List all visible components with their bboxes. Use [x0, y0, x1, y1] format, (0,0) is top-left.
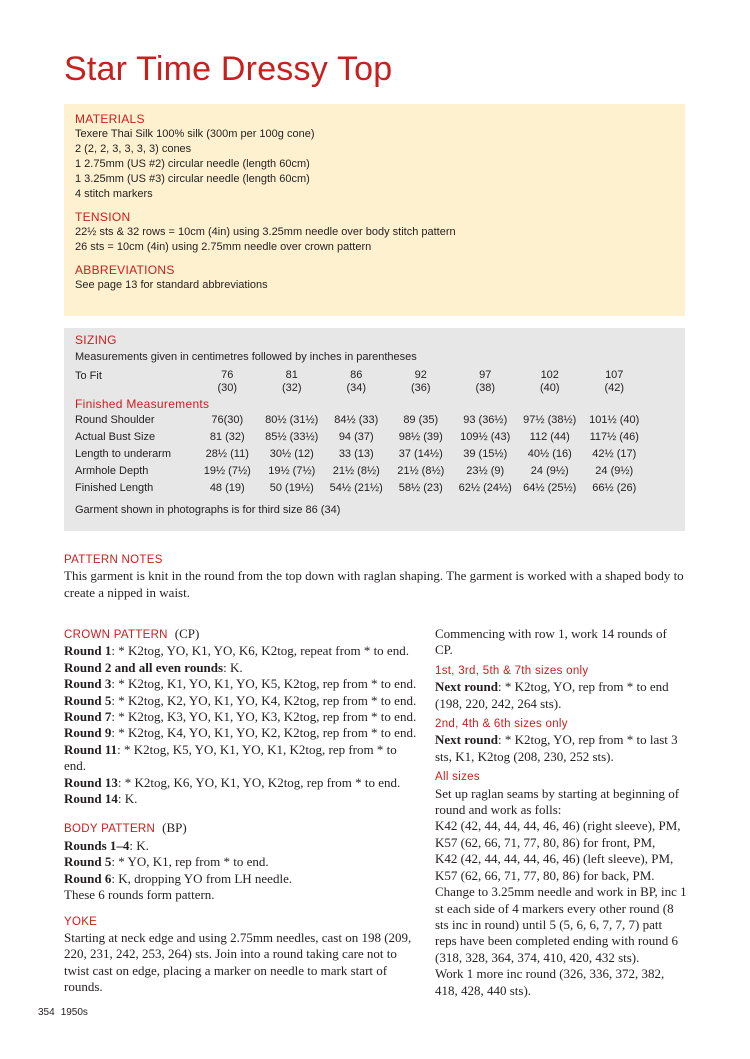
sizing-heading: SIZING: [75, 333, 117, 347]
fit-in: (34): [346, 382, 367, 394]
round-label: Round 13: [64, 774, 118, 790]
round-label: Round 5: [64, 692, 112, 708]
cell: 66½ (26): [592, 482, 637, 494]
measurement-row: [75, 413, 647, 430]
round-label: Round 7: [64, 709, 112, 725]
fit-cm: 107: [605, 369, 624, 381]
cell: 39 (15½): [463, 448, 508, 460]
cell: 117½ (46): [589, 431, 639, 443]
row-label: Armhole Depth: [75, 465, 149, 477]
crown-heading: CROWN PATTERN: [64, 629, 168, 641]
raglan-line: K57 (62, 66, 71, 77, 80, 86) for back, PM.: [435, 867, 655, 883]
fit-cm: 81: [285, 369, 298, 381]
measurement-row: [75, 464, 647, 481]
commencing-text: Commencing with row 1, work 14 rounds of CP.: [435, 626, 667, 658]
cell: 48 (19): [209, 482, 245, 494]
page-title: Star Time Dressy Top: [64, 50, 393, 88]
raglan-line: K42 (42, 44, 44, 44, 46, 46) (right sleeve), PM,: [435, 818, 681, 834]
round-label: Round 11: [64, 741, 118, 757]
pattern-notes-text: This garment is knit in the round from the top down with raglan shaping. The garment is worked with a shaped body to create a nipped in waist.: [64, 568, 684, 600]
cell: 21½ (8½): [332, 465, 380, 477]
cell: 19½ (7½): [268, 465, 316, 477]
cell: 101½ (40): [589, 414, 640, 426]
body-round: [64, 854, 419, 870]
materials-line: 1 2.75mm (US #2) circular needle (length 60cm): [75, 158, 310, 170]
cell: 19½ (7½): [203, 465, 251, 477]
cell: 81 (32): [209, 431, 245, 443]
cell: 98½ (39): [398, 431, 443, 443]
cell: 94 (37): [338, 431, 374, 443]
crown-round: [64, 693, 419, 709]
cell: 28½ (11): [205, 448, 249, 460]
measurement-row: [75, 481, 647, 498]
sizes-odd-heading: 1st, 3rd, 5th & 7th sizes only: [435, 664, 589, 677]
round-label: Round 6: [64, 870, 112, 886]
next-round-text: : * K2tog, YO, rep from * to end (198, 220, 242, 264 sts).: [435, 679, 669, 711]
row-label: Round Shoulder: [75, 414, 155, 426]
tension-line: 26 sts = 10cm (4in) using 2.75mm needle over crown pattern: [75, 241, 372, 253]
cell: 33 (13): [338, 448, 374, 460]
round-label: Round 3: [64, 676, 112, 692]
measurement-row: [75, 430, 647, 447]
row-label: Actual Bust Size: [75, 431, 156, 443]
cell: 93 (36½): [463, 414, 508, 426]
abbreviations-text: See page 13 for standard abbreviations: [75, 279, 268, 291]
all-sizes-final-text: Work 1 more inc round (326, 336, 372, 382, 418, 428, 440 sts).: [435, 966, 665, 998]
sizing-note: Garment shown in photographs is for third size 86 (34): [75, 504, 341, 516]
left-column: [64, 626, 419, 996]
materials-line: 2 (2, 2, 3, 3, 3, 3) cones: [75, 143, 192, 155]
crown-round: [64, 676, 419, 692]
fit-in: (38): [475, 382, 496, 394]
right-column: [435, 626, 687, 999]
yoke-text: Starting at neck edge and using 2.75mm needles, cast on 198 (209, 220, 231, 242, 253, 264) sts. Join into a round taking care not to twist cast on edge, placing a marker on needle to mark start of rounds.: [64, 929, 412, 995]
fit-in: (42): [604, 382, 625, 394]
cell: 50 (19½): [269, 482, 314, 494]
fit-in: (40): [539, 382, 560, 394]
round-label: Round 5: [64, 854, 112, 870]
cell: 37 (14½): [398, 448, 443, 460]
fit-cm: 97: [479, 369, 492, 381]
abbreviations-heading: ABBREVIATIONS: [75, 263, 175, 277]
fit-in: (32): [281, 382, 302, 394]
cell: 58½ (23): [398, 482, 443, 494]
crown-round: [64, 775, 419, 791]
tension-line: 22½ sts & 32 rows = 10cm (4in) using 3.25mm needle over body stitch pattern: [75, 226, 456, 238]
all-sizes-heading: All sizes: [435, 771, 480, 784]
cell: 109½ (43): [460, 431, 511, 443]
sizing-box: [64, 328, 685, 531]
pattern-notes-heading: PATTERN NOTES: [64, 554, 163, 566]
fit-in: (30): [217, 382, 238, 394]
all-sizes-intro: Set up raglan seams by starting at beginning of round and work as folls:: [435, 785, 680, 818]
cell: 24 (9½): [595, 465, 634, 477]
all-sizes-inc-text: Change to 3.25mm needle and work in BP, inc 1 st each side of 4 markers every other round (8 sts inc in round) until 5 (5, 6, 6, 7, 7, 7) patt reps have been completed ending with round 6 (318, 328, 364, 374, 410, 420, 432 sts).: [435, 884, 687, 965]
crown-round: [64, 725, 419, 741]
row-label: Finished Length: [75, 482, 154, 494]
round-text: : * K2tog, K3, YO, K1, YO, K3, K2tog, rep from * to end.: [111, 709, 417, 725]
fit-in: (36): [410, 382, 431, 394]
section-name: 1950s: [60, 1007, 88, 1018]
round-text: : * K2tog, K1, YO, K1, YO, K5, K2tog, rep from * to end.: [111, 676, 417, 692]
measurement-row: [75, 447, 647, 464]
round-text: : K, dropping YO from LH needle.: [111, 870, 293, 886]
cell: 85½ (33½): [265, 431, 319, 443]
round-text: : * K2tog, K4, YO, K1, YO, K2, K2tog, rep from * to end.: [111, 725, 417, 741]
row-label: Length to underarm: [75, 448, 172, 460]
crown-round: [64, 660, 419, 676]
body-abbr: (BP): [162, 820, 187, 836]
cell: 30½ (12): [269, 448, 314, 460]
cell: 76(30): [211, 414, 244, 426]
body-round: [64, 838, 419, 854]
round-label: Round 2 and all even rounds: [64, 659, 224, 675]
fit-cm: 76: [221, 369, 234, 381]
round-text: : K.: [117, 791, 138, 807]
cell: 89 (35): [403, 414, 439, 426]
round-text: : K.: [129, 837, 149, 853]
next-round-label: Next round: [435, 679, 498, 695]
round-label: Round 14: [64, 791, 118, 807]
sizes-odd-text: [435, 679, 687, 712]
round-label: Round 9: [64, 725, 112, 741]
sizing-intro: Measurements given in centimetres followed by inches in parentheses: [75, 351, 417, 363]
cell: 23½ (9): [466, 465, 505, 477]
cell: 54½ (21½): [329, 482, 383, 494]
crown-round: [64, 791, 419, 807]
pattern-notes: [64, 552, 686, 601]
materials-line: Texere Thai Silk 100% silk (300m per 100g cone): [75, 128, 315, 140]
materials-heading: MATERIALS: [75, 112, 145, 126]
cell: 80½ (31½): [265, 414, 319, 426]
body-closing: These 6 rounds form pattern.: [64, 887, 215, 903]
cell: 112 (44): [529, 431, 570, 443]
fit-cm: 86: [350, 369, 363, 381]
cell: 97½ (38½): [523, 414, 577, 426]
fit-cm: 92: [414, 369, 427, 381]
fit-row: [75, 369, 647, 397]
tension-heading: TENSION: [75, 210, 131, 224]
raglan-line: K57 (62, 66, 71, 77, 80, 86) for front, PM,: [435, 834, 656, 850]
materials-line: 4 stitch markers: [75, 188, 153, 200]
page-number: 354: [38, 1007, 55, 1018]
cell: 40½ (16): [527, 448, 572, 460]
crown-round: [64, 742, 419, 775]
round-text: : * YO, K1, rep from * to end.: [111, 854, 269, 870]
body-heading: BODY PATTERN: [64, 823, 156, 836]
round-label: Rounds 1–4: [64, 837, 130, 853]
crown-round: [64, 643, 419, 659]
materials-line: 1 3.25mm (US #3) circular needle (length 60cm): [75, 173, 310, 185]
round-label: Round 1: [64, 643, 112, 659]
crown-round: [64, 709, 419, 725]
cell: 42½ (17): [592, 448, 637, 460]
fit-label: To Fit: [75, 370, 102, 382]
round-text: : * K2tog, K2, YO, K1, YO, K4, K2tog, rep from * to end.: [111, 692, 417, 708]
cell: 64½ (25½): [523, 482, 577, 494]
next-round-text: : * K2tog, YO, rep from * to last 3 sts, K1, K2tog (208, 230, 252 sts).: [435, 732, 678, 764]
round-text: : K.: [223, 659, 243, 675]
crown-abbr: (CP): [174, 626, 200, 641]
round-text: : * K2tog, K6, YO, K1, YO, K2tog, rep from * to end.: [117, 774, 401, 790]
body-round: [64, 871, 419, 887]
raglan-line: K42 (42, 44, 44, 44, 46, 46) (left sleeve), PM,: [435, 851, 674, 867]
finished-heading: Finished Measurements: [75, 397, 210, 411]
fit-cm: 102: [540, 369, 559, 381]
round-text: : * K2tog, YO, K1, YO, K6, K2tog, repeat from * to end.: [111, 643, 409, 659]
sizing-table: [75, 369, 647, 498]
cell: 21½ (8½): [397, 465, 445, 477]
round-text: : * K2tog, K5, YO, K1, YO, K1, K2tog, rep from * to end.: [64, 741, 397, 774]
materials-box: [64, 104, 685, 316]
yoke-heading: YOKE: [64, 915, 98, 928]
next-round-label: Next round: [435, 732, 498, 748]
footer: [38, 1007, 88, 1018]
cell: 24 (9½): [530, 465, 569, 477]
cell: 62½ (24½): [458, 482, 512, 494]
sizes-even-heading: 2nd, 4th & 6th sizes only: [435, 718, 568, 731]
sizes-even-text: [435, 732, 687, 765]
cell: 84½ (33): [334, 414, 379, 426]
